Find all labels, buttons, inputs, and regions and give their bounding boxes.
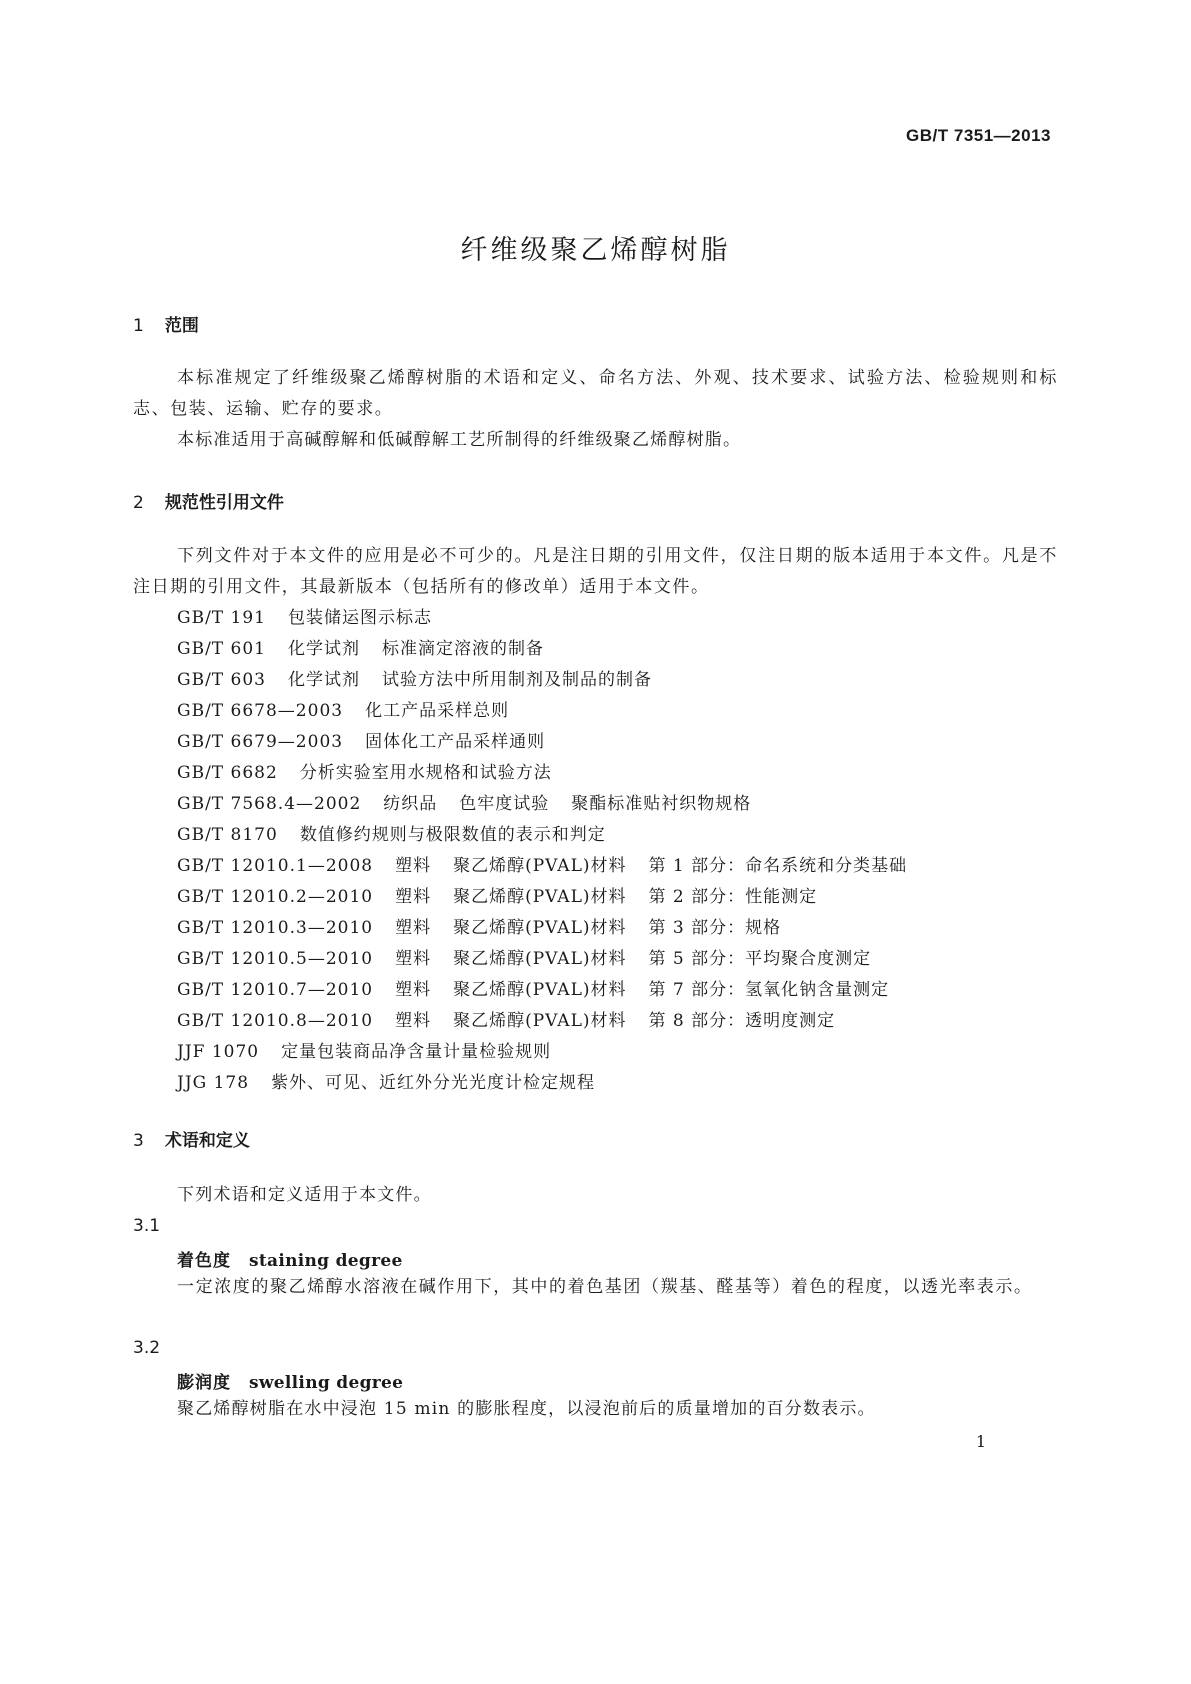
reference-item [177, 1068, 929, 1099]
reference-title-part: 纺织品 [383, 794, 438, 814]
reference-code: GB/T 12010.7—2010 [177, 980, 374, 1000]
standard-number: GB/T 7351—2013 [906, 126, 1051, 145]
term-name-cn: 着色度 [177, 1251, 231, 1271]
section-2-heading [133, 488, 284, 513]
reference-item [177, 944, 929, 975]
reference-title-part: 第 1 部分：命名系统和分类基础 [648, 856, 908, 876]
reference-title-part: 第 3 部分：规格 [648, 918, 782, 938]
reference-code: GB/T 603 [177, 670, 266, 690]
reference-item [177, 603, 929, 634]
term-number: 3.1 [133, 1216, 161, 1236]
reference-title-part: 塑料 [395, 980, 432, 1000]
page-number: 1 [975, 1432, 986, 1451]
reference-title-part: 色牢度试验 [459, 794, 550, 814]
document-title: 纤维级聚乙烯醇树脂 [460, 235, 731, 266]
scope-paragraph-2: 本标准适用于高碱醇解和低碱醇解工艺所制得的纤维级聚乙烯醇树脂。 [177, 430, 742, 450]
section-number: 2 [133, 493, 144, 513]
reference-title-part: 试验方法中所用制剂及制品的制备 [382, 670, 652, 690]
reference-title-part: 塑料 [395, 949, 432, 969]
reference-title-part: 固体化工产品采样通则 [365, 732, 546, 752]
reference-title-part: 数值修约规则与极限数值的表示和判定 [299, 825, 606, 845]
terms-intro: 下列术语和定义适用于本文件。 [177, 1185, 432, 1205]
reference-item [177, 1006, 929, 1037]
section-title: 范围 [164, 316, 199, 336]
reference-list [177, 603, 929, 1099]
section-number: 1 [133, 316, 144, 336]
reference-title-part: 聚酯标准贴衬织物规格 [571, 794, 752, 814]
reference-title-part: 聚乙烯醇(PVAL)材料 [453, 949, 627, 969]
reference-title-part: 化学试剂 [288, 639, 360, 659]
reference-code: JJG 178 [177, 1073, 250, 1093]
reference-title-part: 聚乙烯醇(PVAL)材料 [453, 1011, 627, 1031]
reference-item [177, 851, 929, 882]
term-definition: 聚乙烯醇树脂在水中浸泡 15 min 的膨胀程度，以浸泡前后的质量增加的百分数表示。 [177, 1399, 876, 1419]
section-title: 术语和定义 [164, 1131, 250, 1151]
reference-code: GB/T 6678—2003 [177, 701, 344, 721]
reference-title-part: 聚乙烯醇(PVAL)材料 [453, 856, 627, 876]
reference-title-part: 第 5 部分：平均聚合度测定 [648, 949, 872, 969]
scope-paragraph-1: 本标准规定了纤维级聚乙烯醇树脂的术语和定义、命名方法、外观、技术要求、试验方法、检验规则和标志、包装、运输、贮存的要求。 [133, 368, 1058, 419]
reference-code: GB/T 191 [177, 608, 266, 628]
reference-item [177, 1037, 929, 1068]
reference-code: GB/T 12010.3—2010 [177, 918, 374, 938]
reference-title-part: 化学试剂 [288, 670, 360, 690]
reference-title-part: 塑料 [395, 887, 432, 907]
reference-code: GB/T 8170 [177, 825, 278, 845]
term-name [177, 1246, 403, 1271]
reference-item [177, 913, 929, 944]
reference-code: JJF 1070 [177, 1042, 260, 1062]
reference-item [177, 727, 929, 758]
reference-title-part: 定量包装商品净含量计量检验规则 [281, 1042, 552, 1062]
reference-title-part: 第 8 部分：透明度测定 [648, 1011, 836, 1031]
reference-title-part: 塑料 [395, 1011, 432, 1031]
term-number: 3.2 [133, 1338, 161, 1358]
section-title: 规范性引用文件 [164, 493, 284, 513]
reference-code: GB/T 12010.5—2010 [177, 949, 374, 969]
reference-title-part: 化工产品采样总则 [365, 701, 510, 721]
reference-title-part: 紫外、可见、近红外分光光度计检定规程 [271, 1073, 596, 1093]
reference-code: GB/T 6679—2003 [177, 732, 344, 752]
reference-title-part: 聚乙烯醇(PVAL)材料 [453, 887, 627, 907]
reference-item [177, 696, 929, 727]
normative-intro: 下列文件对于本文件的应用是必不可少的。凡是注日期的引用文件，仅注日期的版本适用于本文件。凡是不注日期的引用文件，其最新版本（包括所有的修改单）适用于本文件。 [133, 546, 1058, 597]
reference-item [177, 789, 929, 820]
reference-item [177, 975, 929, 1006]
reference-item [177, 820, 929, 851]
reference-title-part: 包装储运图示标志 [288, 608, 432, 628]
term-name-en: staining degree [249, 1251, 403, 1271]
term-name-cn: 膨润度 [177, 1373, 231, 1393]
section-1-heading [133, 311, 199, 336]
reference-code: GB/T 6682 [177, 763, 278, 783]
reference-title-part: 分析实验室用水规格和试验方法 [299, 763, 552, 783]
reference-title-part: 塑料 [395, 918, 432, 938]
reference-title-part: 聚乙烯醇(PVAL)材料 [453, 918, 627, 938]
reference-code: GB/T 12010.2—2010 [177, 887, 374, 907]
term-name-en: swelling degree [249, 1373, 404, 1393]
reference-code: GB/T 601 [177, 639, 266, 659]
section-number: 3 [133, 1131, 144, 1151]
reference-item [177, 758, 929, 789]
reference-title-part: 塑料 [395, 856, 432, 876]
reference-code: GB/T 12010.8—2010 [177, 1011, 374, 1031]
term-definition: 一定浓度的聚乙烯醇水溶液在碱作用下，其中的着色基团（羰基、醛基等）着色的程度，以透光率表示。 [177, 1277, 1033, 1297]
reference-title-part: 聚乙烯醇(PVAL)材料 [453, 980, 627, 1000]
reference-item [177, 882, 929, 913]
reference-item [177, 634, 929, 665]
reference-title-part: 第 7 部分：氢氧化钠含量测定 [648, 980, 890, 1000]
reference-code: GB/T 12010.1—2008 [177, 856, 374, 876]
term-name [177, 1368, 403, 1393]
reference-item [177, 665, 929, 696]
section-3-heading [133, 1126, 250, 1151]
reference-title-part: 第 2 部分：性能测定 [648, 887, 818, 907]
reference-title-part: 标准滴定溶液的制备 [382, 639, 544, 659]
reference-code: GB/T 7568.4—2002 [177, 794, 362, 814]
